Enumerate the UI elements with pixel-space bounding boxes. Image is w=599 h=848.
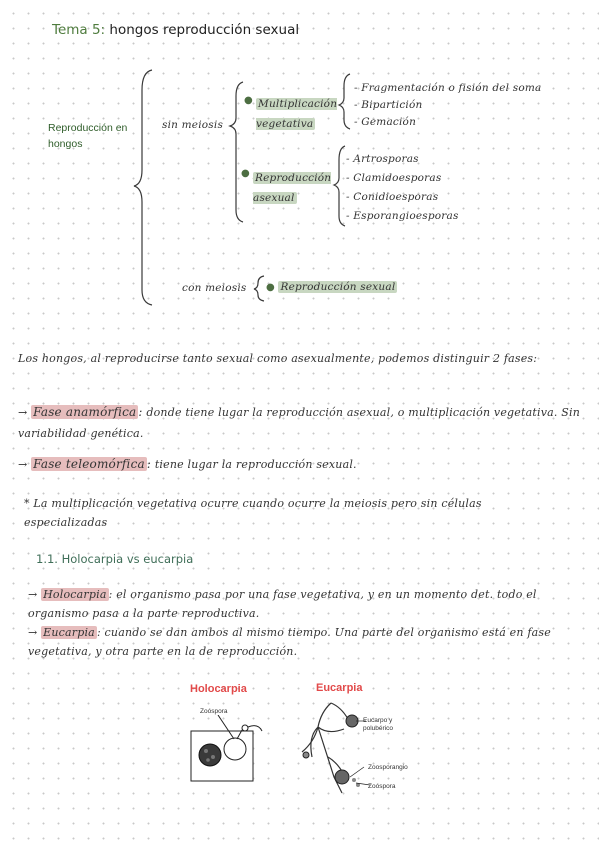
eucarpo-label: Eucarpo y polubérico	[363, 717, 393, 732]
holocarpia-label: Holocarpia	[43, 588, 107, 601]
list-item: - Bipartición	[354, 99, 423, 111]
multiplicacion-list	[354, 80, 542, 131]
con-meiosis-label: con meiosis	[182, 282, 247, 294]
eucarpia-diagram	[296, 697, 406, 797]
scheme-braces	[0, 0, 599, 320]
fase-anamorfica	[18, 402, 590, 444]
fase-teleomorfica-label: Fase teleomórfica :	[33, 457, 152, 471]
zoospora-label-2: Zoóspora	[368, 783, 396, 790]
eucarpia-label: Eucarpia	[43, 626, 95, 639]
multiplicacion-label	[256, 94, 340, 134]
sin-meiosis-label: sin meiosis	[162, 119, 224, 131]
bullet-icon: ●	[266, 282, 275, 293]
arrow-icon: →	[28, 626, 38, 639]
list-item: - Fragmentación o fisión del soma	[354, 82, 542, 94]
reproduccion-asexual-text: Reproducción asexual	[253, 172, 332, 204]
multiplicacion-text: Multiplicación vegetativa	[256, 98, 338, 130]
list-item: - Gemación	[354, 116, 417, 128]
arrow-icon: →	[28, 588, 38, 601]
bullet-icon: ●	[244, 95, 253, 106]
note-text: La multiplicación vegetativa ocurre cuando ocurre la meiosis pero sin células especializadas	[24, 497, 482, 529]
fase-anamorfica-label: Fase anamórfica :	[33, 405, 143, 419]
eucarpia-figure-title: Eucarpia	[316, 682, 363, 694]
asterisk-icon: *	[24, 497, 30, 510]
title-text: hongos reproducción sexual	[109, 22, 300, 38]
eucarpia-definition: → Eucarpia : cuando se dan ambos al mismo tiempo. Una parte del organismo está en fase vegetativa, y otra parte en la de reproducción.	[28, 626, 551, 658]
reproduccion-sexual-text: Reproducción sexual	[280, 281, 396, 293]
holocarpia-definition: → Holocarpia : el organismo pasa por una fase vegetativa, y en un momento det. todo el organismo pasa a la parte reproductiva.	[28, 588, 537, 620]
list-item: - Clamidoesporas	[346, 172, 442, 184]
note	[24, 494, 564, 532]
eucarpia-text: cuando se dan ambos al mismo tiempo. Una parte del organismo está en fase vegetativa, y otra parte en la de reproducción.	[28, 626, 551, 658]
fase-teleomorfica-text: tiene lugar la reproducción sexual.	[154, 458, 357, 471]
reproduccion-asexual-label	[253, 168, 335, 208]
holocarpia-diagram	[188, 715, 278, 785]
list-item: - Conidioesporas	[346, 191, 439, 203]
list-item: - Artrosporas	[346, 153, 419, 165]
section-title: 1.1. Holocarpia vs eucarpia	[36, 552, 194, 566]
fase-anamorfica-text: donde tiene lugar la reproducción asexual, o multiplicación vegetativa. Sin variabilidad genética.	[18, 406, 581, 440]
holocarpia-figure-title: Holocarpia	[190, 683, 247, 695]
zoosporangio-label: Zoosporangio	[368, 764, 408, 771]
scheme-root: Reproducción en hongos	[48, 122, 128, 150]
intro-paragraph: Los hongos, al reproducirse tanto sexual como asexualmente, podemos distinguir 2 fases:	[18, 352, 538, 365]
arrow-icon: →	[18, 458, 28, 471]
holocarpia-text: el organismo pasa por una fase vegetativa, y en un momento det. todo el organismo pasa a la parte reproductiva.	[28, 588, 537, 620]
arrow-icon: →	[18, 406, 28, 419]
asexual-list	[346, 150, 459, 226]
fase-teleomorfica	[18, 457, 590, 471]
reproduccion-sexual-item	[266, 281, 397, 293]
list-item: - Esporangioesporas	[346, 210, 459, 222]
zoospora-label: Zoóspora	[200, 708, 228, 715]
bullet-icon: ●	[241, 168, 250, 179]
title-number: Tema 5:	[52, 22, 106, 38]
